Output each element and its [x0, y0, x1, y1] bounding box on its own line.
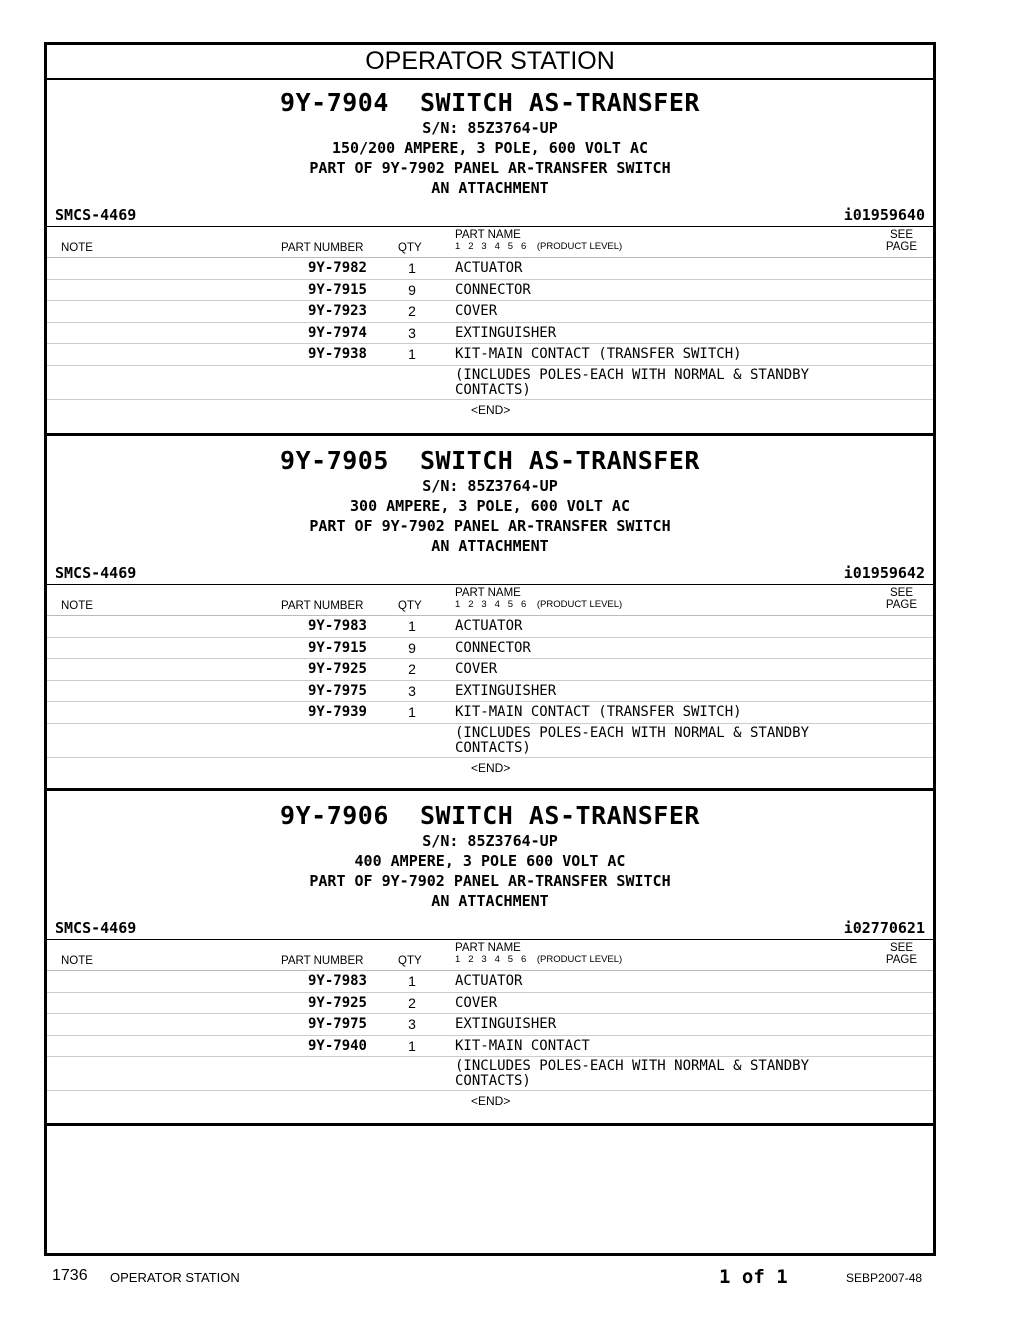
smcs-code: SMCS-4469 — [55, 564, 137, 582]
column-page-label: PAGE — [885, 599, 917, 611]
section-subtitle-line: AN ATTACHMENT — [431, 537, 549, 555]
column-see-label: SEE — [889, 587, 913, 599]
part-number: 9Y-7975 — [307, 1016, 367, 1032]
section-subtitle-line: S/N: 85Z3764-UP — [422, 832, 558, 850]
part-name: ACTUATOR — [455, 973, 523, 989]
footer-document-id: SEBP2007-48 — [846, 1271, 923, 1285]
column-product-level-label: 1 2 3 4 5 6 (PRODUCT LEVEL) — [455, 954, 623, 965]
section-subtitle-line: AN ATTACHMENT — [431, 179, 549, 197]
column-page-label: PAGE — [885, 241, 917, 253]
end-marker: <END> — [471, 402, 511, 417]
part-number: 9Y-7915 — [307, 639, 367, 656]
footer-page-number: 1736 — [52, 1267, 88, 1284]
quantity: 1 — [408, 1037, 416, 1054]
section-subtitle-line: S/N: 85Z3764-UP — [422, 119, 558, 137]
footer-page-count: 1 of 1 — [719, 1266, 788, 1288]
table-row — [47, 971, 933, 993]
column-note-label: NOTE — [61, 955, 93, 967]
table-row-end — [47, 400, 933, 422]
table-row-note — [47, 724, 933, 758]
table-row — [47, 993, 933, 1015]
table-row-note — [47, 366, 933, 400]
column-header — [47, 939, 933, 971]
part-number: 9Y-7983 — [307, 618, 367, 634]
parts-section — [47, 791, 933, 1126]
illustration-id: i01959640 — [843, 206, 925, 224]
page-frame — [44, 42, 936, 1256]
column-page-label: PAGE — [885, 954, 917, 966]
part-number: 9Y-7915 — [307, 281, 367, 298]
illustration-id: i01959642 — [843, 564, 925, 582]
table-row-end — [47, 758, 933, 780]
part-name: ACTUATOR — [455, 260, 523, 276]
part-name: COVER — [455, 661, 498, 677]
quantity: 3 — [408, 682, 416, 699]
part-name: KIT-MAIN CONTACT — [455, 1037, 590, 1054]
table-row — [47, 1036, 933, 1058]
part-name: EXTINGUISHER — [455, 324, 557, 341]
part-note: (INCLUDES POLES-EACH WITH NORMAL & STANDBY CONTACTS) — [455, 1058, 810, 1089]
section-subtitle-line: PART OF 9Y-7902 PANEL AR-TRANSFER SWITCH — [309, 517, 671, 535]
quantity: 2 — [408, 994, 416, 1011]
quantity: 1 — [408, 260, 416, 276]
part-number: 9Y-7975 — [307, 682, 367, 699]
part-number: 9Y-7923 — [307, 303, 367, 319]
part-name: EXTINGUISHER — [455, 682, 557, 699]
quantity: 2 — [408, 303, 416, 319]
section-title: 9Y-7904 SWITCH AS-TRANSFER — [280, 88, 700, 117]
parts-list — [47, 971, 933, 1113]
part-number: 9Y-7938 — [307, 346, 367, 362]
column-product-level-label: 1 2 3 4 5 6 (PRODUCT LEVEL) — [455, 599, 623, 610]
column-header — [47, 584, 933, 616]
part-name: COVER — [455, 303, 498, 319]
part-number: 9Y-7940 — [307, 1037, 367, 1054]
section-subtitle-line: 150/200 AMPERE, 3 POLE, 600 VOLT AC — [331, 139, 649, 157]
part-name: ACTUATOR — [455, 618, 523, 634]
column-header — [47, 226, 933, 258]
part-note: (INCLUDES POLES-EACH WITH NORMAL & STANDBY CONTACTS) — [455, 366, 810, 398]
part-number: 9Y-7925 — [307, 661, 367, 677]
column-see-label: SEE — [889, 229, 913, 241]
section-title: 9Y-7905 SWITCH AS-TRANSFER — [280, 446, 700, 475]
end-marker: <END> — [471, 760, 511, 775]
column-see-label: SEE — [889, 942, 913, 954]
end-marker: <END> — [471, 1094, 511, 1108]
section-subtitle-line: PART OF 9Y-7902 PANEL AR-TRANSFER SWITCH — [309, 872, 671, 890]
table-row — [47, 323, 933, 345]
part-name: CONNECTOR — [455, 281, 531, 298]
column-note-label: NOTE — [61, 600, 93, 612]
part-number: 9Y-7974 — [307, 324, 367, 341]
table-row — [47, 301, 933, 323]
column-part-number-label: PART NUMBER — [281, 242, 364, 254]
part-number: 9Y-7982 — [307, 260, 367, 276]
table-row — [47, 681, 933, 703]
table-row — [47, 702, 933, 724]
section-subtitle-line: 400 AMPERE, 3 POLE 600 VOLT AC — [354, 852, 626, 870]
part-name: KIT-MAIN CONTACT (TRANSFER SWITCH) — [455, 346, 742, 362]
table-row — [47, 344, 933, 366]
table-row — [47, 280, 933, 302]
quantity: 9 — [408, 639, 416, 656]
quantity: 3 — [408, 1016, 416, 1032]
parts-list — [47, 258, 933, 422]
quantity: 2 — [408, 661, 416, 677]
illustration-id: i02770621 — [843, 919, 925, 937]
section-header — [47, 88, 933, 198]
section-subtitle-line: S/N: 85Z3764-UP — [422, 477, 558, 495]
part-note: (INCLUDES POLES-EACH WITH NORMAL & STANDBY CONTACTS) — [455, 724, 810, 756]
part-name: COVER — [455, 994, 498, 1011]
section-header — [47, 801, 933, 911]
quantity: 9 — [408, 281, 416, 298]
column-note-label: NOTE — [61, 242, 93, 254]
part-number: 9Y-7939 — [307, 704, 367, 720]
part-name: EXTINGUISHER — [455, 1016, 557, 1032]
footer-label: OPERATOR STATION — [110, 1270, 240, 1285]
table-row — [47, 659, 933, 681]
part-number: 9Y-7925 — [307, 994, 367, 1011]
table-row — [47, 258, 933, 280]
table-row — [47, 1014, 933, 1036]
section-title: 9Y-7906 SWITCH AS-TRANSFER — [280, 801, 700, 830]
column-qty-label: QTY — [398, 242, 422, 254]
quantity: 1 — [408, 973, 416, 989]
section-header — [47, 446, 933, 556]
section-subtitle-line: PART OF 9Y-7902 PANEL AR-TRANSFER SWITCH — [309, 159, 671, 177]
smcs-code: SMCS-4469 — [55, 206, 137, 224]
quantity: 1 — [408, 618, 416, 634]
parts-section — [47, 436, 933, 791]
column-part-name-label: PART NAME — [455, 229, 521, 241]
column-part-number-label: PART NUMBER — [281, 955, 364, 967]
column-part-name-label: PART NAME — [455, 587, 521, 599]
column-qty-label: QTY — [398, 955, 422, 967]
part-name: CONNECTOR — [455, 639, 531, 656]
column-qty-label: QTY — [398, 600, 422, 612]
table-row-end — [47, 1091, 933, 1113]
part-number: 9Y-7983 — [307, 973, 367, 989]
table-row-note — [47, 1057, 933, 1091]
part-name: KIT-MAIN CONTACT (TRANSFER SWITCH) — [455, 704, 742, 720]
column-part-number-label: PART NUMBER — [281, 600, 364, 612]
parts-list — [47, 616, 933, 780]
quantity: 1 — [408, 704, 416, 720]
column-part-name-label: PART NAME — [455, 942, 521, 954]
quantity: 3 — [408, 324, 416, 341]
column-product-level-label: 1 2 3 4 5 6 (PRODUCT LEVEL) — [455, 241, 623, 252]
smcs-code: SMCS-4469 — [55, 919, 137, 937]
page-title: OPERATOR STATION — [47, 45, 933, 80]
parts-section — [47, 78, 933, 436]
quantity: 1 — [408, 346, 416, 362]
table-row — [47, 638, 933, 660]
section-subtitle-line: 300 AMPERE, 3 POLE, 600 VOLT AC — [350, 497, 630, 515]
section-subtitle-line: AN ATTACHMENT — [431, 892, 549, 910]
table-row — [47, 616, 933, 638]
